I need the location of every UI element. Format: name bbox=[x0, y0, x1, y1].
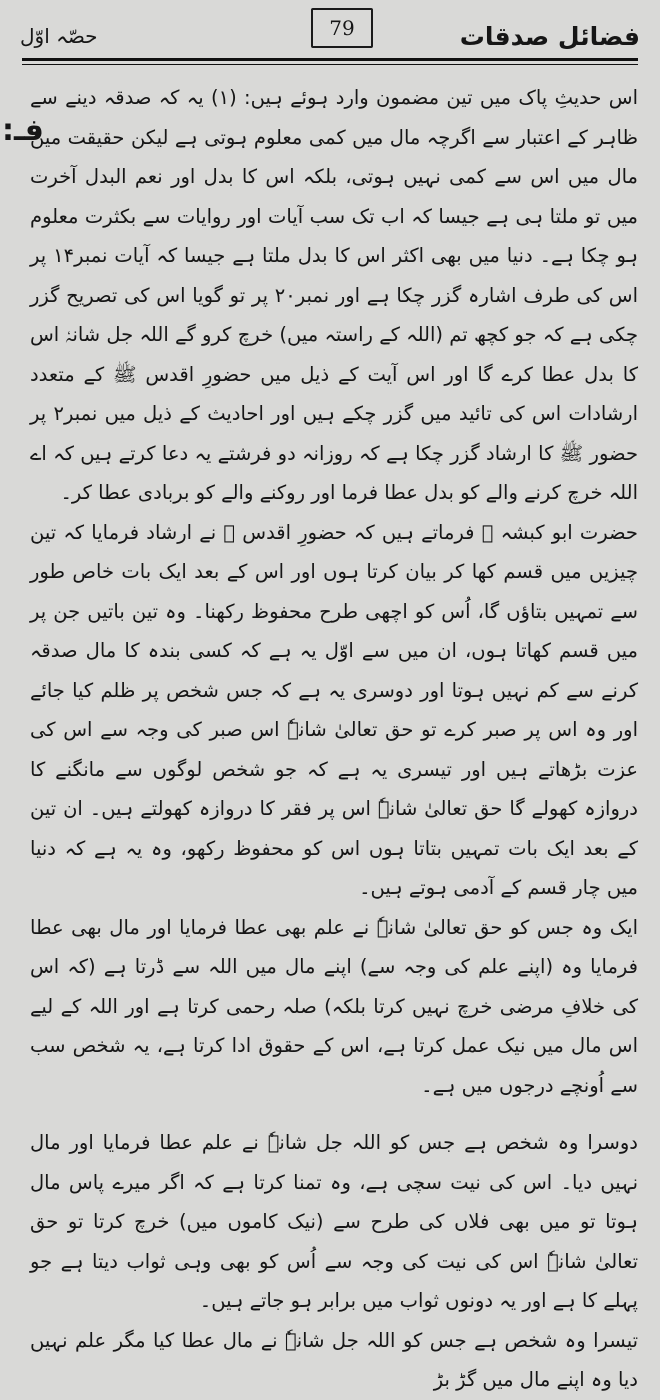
page-number: 79 bbox=[311, 8, 373, 48]
paragraph-5: تیسرا وہ شخص ہے جس کو اللہ جل شانہٗ نے مال عطا کیا مگر علم نہیں دیا وہ اپنے مال میں گڑ بڑ bbox=[30, 1328, 638, 1391]
marginal-fa-mark: فـ: bbox=[2, 113, 44, 148]
book-title: فضائل صدقات bbox=[459, 22, 640, 51]
header-rule-thick bbox=[22, 58, 638, 61]
header-rule-thin bbox=[22, 64, 638, 65]
part-label: حصّہ اوّل bbox=[20, 24, 98, 48]
paragraph-3: ایک وہ جس کو حق تعالیٰ شانہٗ نے علم بھی عطا فرمایا اور مال بھی عطا فرمایا وہ (اپنے علم کی وجہ سے) اپنے مال میں اللہ سے ڈرتا ہے (کہ اس کی خلافِ مرضی خرچ نہیں کرتا بلکہ) صلہ رحمی کرتا ہے اور اللہ کے لیے اس مال میں نیک عمل کرتا ہے، اس کے حقوق ادا کرتا ہے، یہ شخص سب سے اُونچے درجوں میں ہے۔ bbox=[30, 915, 638, 1097]
paragraph-1: اس حدیثِ پاک میں تین مضمون وارد ہوئے ہیں: (۱) یہ کہ صدقہ دینے سے ظاہر کے اعتبار سے اگرچہ مال میں کمی معلوم ہوتی ہے لیکن حقیقت میں مال میں اس سے کمی نہیں ہوتی، بلکہ اس کا بدل اور نعم البدل آخرت میں تو ملتا ہی ہے جیسا کہ اب تک سب آیات اور روایات سے بکثرت معلوم ہو چکا ہے۔ دنیا میں بھی اکثر اس کا بدل ملتا ہے جیسا کہ آیات نمبر۱۴ پر اس کی طرف اشارہ گزر چکا ہے اور نمبر۲۰ پر تو گویا اس کی تصریح گزر چکی ہے کہ جو کچھ تم (اللہ کے راستہ میں) خرچ کرو گے اللہ جل شانہٗ اس کا بدل عطا کرے گا اور اس آیت کے ذیل میں حضورِ اقدس ﷺ کے متعدد ارشادات اس کی تائید میں گزر چکے ہیں اور احادیث کے ذیل میں نمبر۲ پر حضور ﷺ کا ارشاد گزر چکا ہے کہ روزانہ دو فرشتے یہ دعا کرتے ہیں کہ اے اللہ خرچ کرنے والے کو بدل عطا فرما اور روکنے والے کو بربادی عطا کر۔ bbox=[30, 86, 638, 504]
paragraph-4: دوسرا وہ شخص ہے جس کو اللہ جل شانہٗ نے علم عطا فرمایا اور مال نہیں دیا۔ اس کی نیت سچی ہے، وہ تمنا کرتا ہے کہ اگر میرے پاس مال ہوتا تو میں بھی فلاں کی طرح سے (نیک کاموں میں) خرچ کرتا تو حق تعالیٰ شانہٗ اس کی نیت کی وجہ سے اُس کو بھی وہی ثواب دیتا ہے جو پہلے کا ہے اور یہ دونوں ثواب میں برابر ہو جاتے ہیں۔ bbox=[30, 1131, 638, 1312]
paragraph-2: حضرت ابو کبشہ ؓ فرماتے ہیں کہ حضورِ اقدس ﷺ نے ارشاد فرمایا کہ تین چیزیں میں قسم کھا کر بیان کرتا ہوں اور اس کے بعد ایک بات خاص طور سے تمہیں بتاؤں گا، اُس کو اچھی طرح محفوظ رکھنا۔ وہ تین باتیں جن پر میں قسم کھاتا ہوں، ان میں سے اوّل یہ ہے کہ کسی بندہ کا مال صدقہ کرنے سے کم نہیں ہوتا اور دوسری یہ ہے کہ جس شخص پر ظلم کیا جائے اور وہ اس پر صبر کرے تو حق تعالیٰ شانہٗ اس صبر کی وجہ سے اس کی عزت بڑھاتے ہیں اور تیسری یہ ہے کہ جو شخص لوگوں سے مانگنے کا دروازہ کھولے گا حق تعالیٰ شانہٗ اس پر فقر کا دروازہ کھولتے ہیں۔ ان تین کے بعد ایک بات تمہیں بتاتا ہوں اس کو محفوظ رکھو، وہ یہ ہے کہ دنیا میں چار قسم کے آدمی ہوتے ہیں۔ bbox=[30, 520, 638, 899]
body-text bbox=[30, 78, 638, 1400]
page-header bbox=[8, 0, 652, 70]
